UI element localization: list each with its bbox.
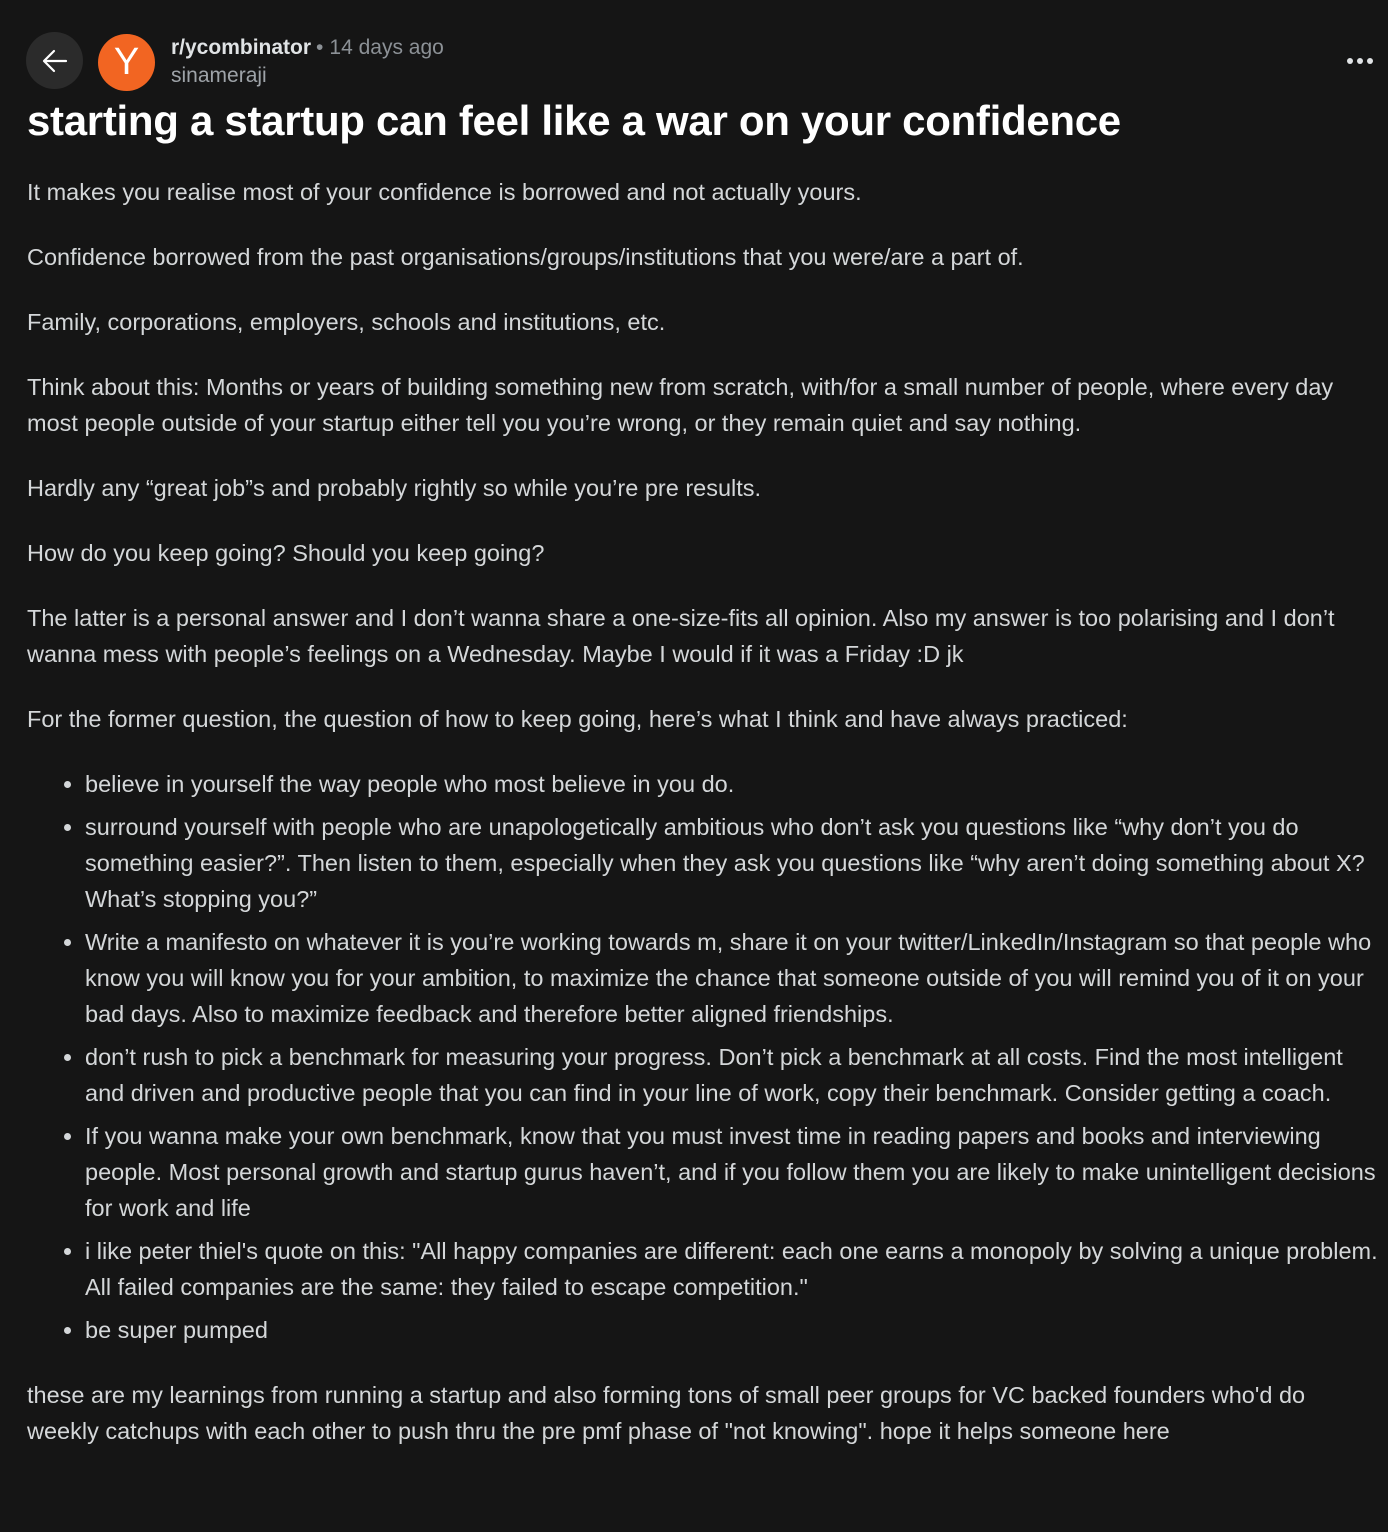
list-item: • If you wanna make your own benchmark, know that you must invest time in reading papers and books and interviewing people. Most personal growth and startup gurus haven’t, and if you follow them you are likely to make unintelligent decisions for work and life — [85, 1118, 1379, 1226]
post-meta — [171, 34, 444, 90]
body-paragraph-closing: these are my learnings from running a startup and also forming tons of small peer groups for VC backed founders who'd do weekly catchups with each other to push thru the pre pmf phase of "not knowing". hope it helps someone here — [27, 1382, 1306, 1444]
subreddit-avatar[interactable] — [98, 34, 155, 91]
meta-separator: • — [316, 36, 324, 59]
subreddit-link[interactable]: r/ycombinator — [171, 36, 312, 59]
advice-list — [27, 766, 1379, 1348]
more-horizontal-icon — [1346, 57, 1374, 65]
list-item: • surround yourself with people who are unapologetically ambitious who don’t ask you questions like “why don’t you do something easier?”. Then listen to them, especially when they ask you questions like “why aren’t doing something about X? What’s stopping you?” — [85, 809, 1379, 917]
post-title: starting a startup can feel like a war on your confidence — [27, 97, 1121, 144]
body-paragraph: For the former question, the question of how to keep going, here’s what I think and have always practiced: — [27, 706, 1128, 732]
post-timestamp: 14 days ago — [329, 36, 444, 59]
body-paragraph: Family, corporations, employers, schools and institutions, etc. — [27, 309, 666, 335]
body-paragraph: How do you keep going? Should you keep going? — [27, 540, 545, 566]
back-button[interactable] — [26, 32, 83, 89]
list-item: • be super pumped — [85, 1312, 1379, 1348]
arrow-left-icon — [40, 46, 70, 76]
post-header — [26, 32, 1366, 92]
avatar-letter: Y — [113, 41, 140, 83]
author-link[interactable]: sinameraji — [171, 64, 267, 87]
post-body — [27, 174, 1379, 1478]
list-item: • don’t rush to pick a benchmark for measuring your progress. Don’t pick a benchmark at all costs. Find the most intelligent and driven and productive people that you can find in your line of work, copy their benchmark. Consider getting a coach. — [85, 1039, 1379, 1111]
more-options-button[interactable] — [1340, 48, 1380, 74]
list-item: • Write a manifesto on whatever it is you’re working towards m, share it on your twitter/LinkedIn/Instagram so that people who know you will know you for your ambition, to maximize the chance that someone outside of you will remind you of it on your bad days. Also to maximize feedback and therefore better aligned friendships. — [85, 924, 1379, 1032]
body-paragraph: It makes you realise most of your confidence is borrowed and not actually yours. — [27, 179, 862, 205]
list-item: • i like peter thiel's quote on this: "All happy companies are different: each one earns a monopoly by solving a unique problem. All failed companies are the same: they failed to escape competition." — [85, 1233, 1379, 1305]
body-paragraph: The latter is a personal answer and I don’t wanna share a one-size-fits all opinion. Also my answer is too polarising and I don’t wanna mess with people’s feelings on a Wednesday. Maybe I would if it was a Friday :D jk — [27, 605, 1335, 667]
body-paragraph: Think about this: Months or years of building something new from scratch, with/for a small number of people, where every day most people outside of your startup either tell you you’re wrong, or they remain quiet and say nothing. — [27, 374, 1334, 436]
list-item: • believe in yourself the way people who most believe in you do. — [85, 766, 1379, 802]
body-paragraph: Hardly any “great job”s and probably rightly so while you’re pre results. — [27, 475, 762, 501]
body-paragraph: Confidence borrowed from the past organisations/groups/institutions that you were/are a part of. — [27, 244, 1024, 270]
